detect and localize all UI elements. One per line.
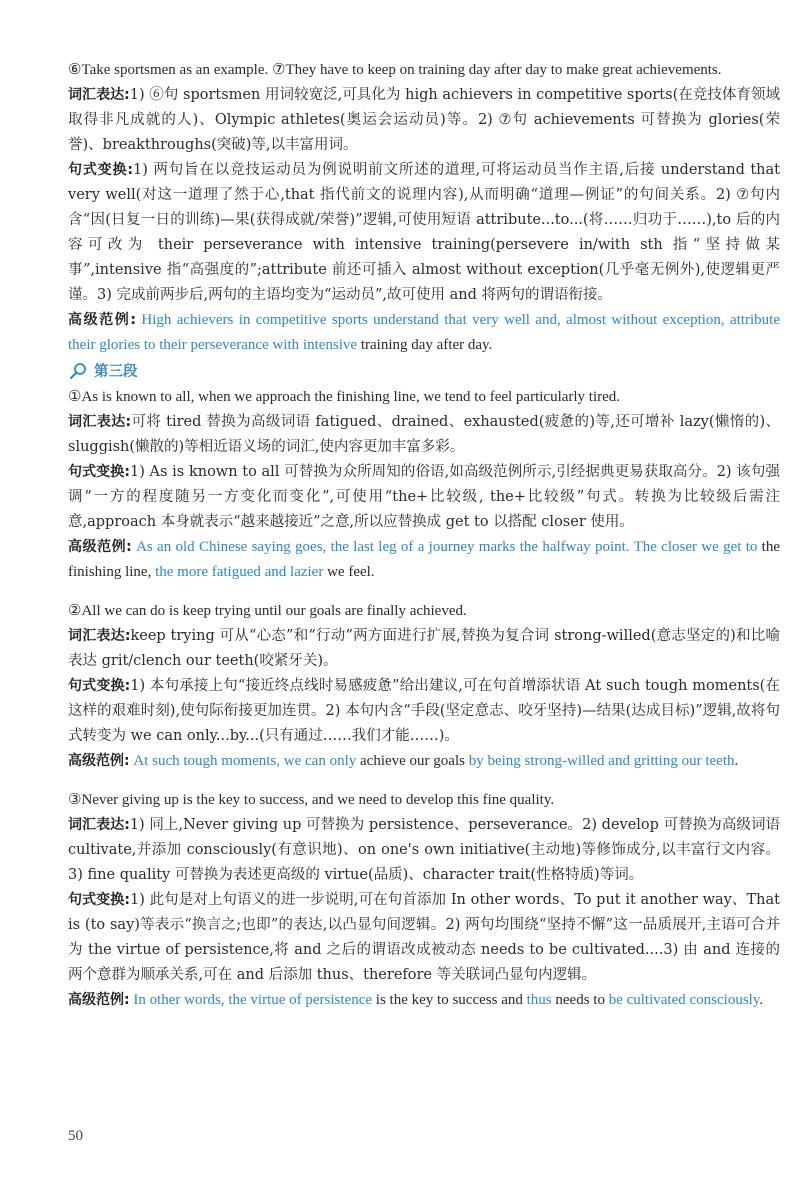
note-text: 1) ⑥句 sportsmen 用词较宽泛,可具化为 high achievers in competitive sports(在竞技体育领域取得非凡成就的人)、Olympic athletes(奥运会运动员)等。2) ⑦句 achievements 可替换为 glories(荣誉)、breakthroughs(突破)等,以丰富用词。 (68, 87, 780, 153)
advanced-example (68, 308, 780, 358)
note-label: 词汇表达: (68, 817, 130, 833)
note-label: 句式变换: (68, 678, 131, 694)
analysis-note (68, 813, 780, 888)
note-text: keep trying 可从“心态”和“行动”两方面进行扩展,替换为复合词 strong-willed(意志坚定的)和比喻表达 grit/clench our teeth(咬紧牙关)。 (68, 628, 780, 669)
page-number: 50 (68, 1128, 83, 1144)
example-segment: At such tough moments, we can only (133, 753, 357, 769)
advanced-example (68, 988, 780, 1013)
example-segment: . (734, 753, 739, 769)
note-label: 句式变换: (68, 464, 130, 480)
note-label: 句式变换: (68, 892, 130, 908)
example-label: 高级范例: (68, 992, 130, 1008)
note-text: 可将 tired 替换为高级词语 fatigued、drained、exhausted(疲惫的)等,还可增补 lazy(懒惰的)、sluggish(懒散的)等相近语义场的词汇,使内容更加丰富多彩。 (68, 414, 780, 455)
analysis-note (68, 83, 780, 158)
example-segment: achieve our goals (356, 753, 469, 769)
english-sentence: ②All we can do is keep trying until our goals are finally achieved. (68, 603, 467, 619)
example-segment: thus (526, 992, 552, 1008)
english-sentence: ①As is known to all, when we approach the finishing line, we tend to feel particularly tired. (68, 389, 621, 405)
spacer (68, 776, 780, 788)
note-text: 1) As is known to all 可替换为众所周知的俗语,如高级范例所示,引经据典更易获取高分。2) 该句强调“一方的程度随另一方变化而变化”,可使用“the+比较级, the+比较级”句式。转换为比较级后需注意,approach 本身就表示“越来越接近”之意,所以应替换成 get to 以搭配 closer 使用。 (68, 464, 780, 530)
example-segment: is the key to success and (372, 992, 527, 1008)
note-text: 1) 此句是对上句语义的进一步说明,可在句首添加 In other words、To put it another way、That is (to say)等表示“换言之;也即”的表达,以凸显句间逻辑。2) 两句均围绕“坚持不懈”这一品质展开,主语可合并为 the virtue of persistence,将 and 之后的谓语改成被动态 needs to be cultivated....3) 由 and 连接的两个意群为顺承关系,可在 and 后添加 thus、therefore 等关联词凸显句内逻辑。 (68, 892, 780, 983)
analysis-note (68, 624, 780, 674)
example-label: 高级范例: (68, 753, 130, 769)
example-segment: be cultivated consciously (608, 992, 760, 1008)
analysis-note (68, 460, 780, 535)
note-label: 词汇表达: (68, 414, 132, 430)
example-segment: the more fatigued and lazier (155, 564, 324, 580)
section-heading (68, 360, 780, 381)
example-segment: As an old Chinese saying goes, the last leg of a journey marks the halfway point. The closer we get to (136, 539, 758, 555)
example-label: 高级范例: (68, 312, 137, 328)
example-segment: needs to (551, 992, 609, 1008)
advanced-example (68, 749, 780, 774)
spacer (68, 587, 780, 599)
example-segment: the finishing line, (68, 539, 780, 580)
advanced-example (68, 535, 780, 585)
analysis-note (68, 410, 780, 460)
analysis-note (68, 888, 780, 988)
example-segment: In other words, the virtue of persistence (133, 992, 373, 1008)
example-label: 高级范例: (68, 539, 132, 555)
example-segment: by being strong-willed and gritting our teeth (468, 753, 735, 769)
note-label: 句式变换: (68, 162, 133, 178)
note-text: 1) 同上,Never giving up 可替换为 persistence、perseverance。2) develop 可替换为高级词语 cultivate,并添加 consciously(有意识地)、on one's own initiative(主动地)等修饰成分,以丰富行文内容。3) fine quality 可替换为表述更高级的 virtue(品质)、character trait(性格特质)等词。 (68, 817, 780, 883)
example-segment: . (759, 992, 764, 1008)
note-text: 1) 两句旨在以竞技运动员为例说明前文所述的道理,可将运动员当作主语,后接 understand that very well(对这一道理了然于心,that 指代前文的说理内容),从而明确“道理—例证”的句间关系。2) ⑦句内含“因(日复一日的训练)—果(获得成就/荣誉)”逻辑,可使用短语 attribute...to...(将……归功于……),to 后的内容可改为 their perseverance with intensive training(persevere in/with sth 指“坚持做某事”,intensive 指“高强度的”;attribute 前还可插入 almost without exception(几乎毫无例外),使逻辑更严谨。3) 完成前两步后,两句的主语均变为“运动员”,故可使用 and 将两句的谓语衔接。 (68, 162, 780, 303)
magnifier-icon (68, 361, 88, 381)
document-body (68, 58, 780, 1015)
section-title: 第三段 (94, 364, 138, 380)
example-segment: High achievers in competitive sports understand that very well and, almost without exception, attribute their glories to their perseverance with intensive (68, 312, 780, 353)
note-label: 词汇表达: (68, 87, 130, 103)
example-segment: training day after day. (357, 337, 493, 353)
english-sentence: ⑥Take sportsmen as an example. ⑦They have to keep on training day after day to make great achievements. (68, 62, 722, 78)
english-sentence: ③Never giving up is the key to success, and we need to develop this fine quality. (68, 792, 555, 808)
example-segment: we feel. (323, 564, 375, 580)
analysis-note (68, 158, 780, 308)
note-text: 1) 本句承接上句“接近终点线时易感疲惫”给出建议,可在句首增添状语 At such tough moments(在这样的艰难时刻),使句际衔接更加连贯。2) 本句内含“手段(坚定意志、咬牙坚持)—结果(达成目标)”逻辑,故将句式转变为 we can only...by...(只有通过……我们才能……)。 (68, 678, 780, 744)
analysis-note (68, 674, 780, 749)
note-label: 词汇表达: (68, 628, 131, 644)
